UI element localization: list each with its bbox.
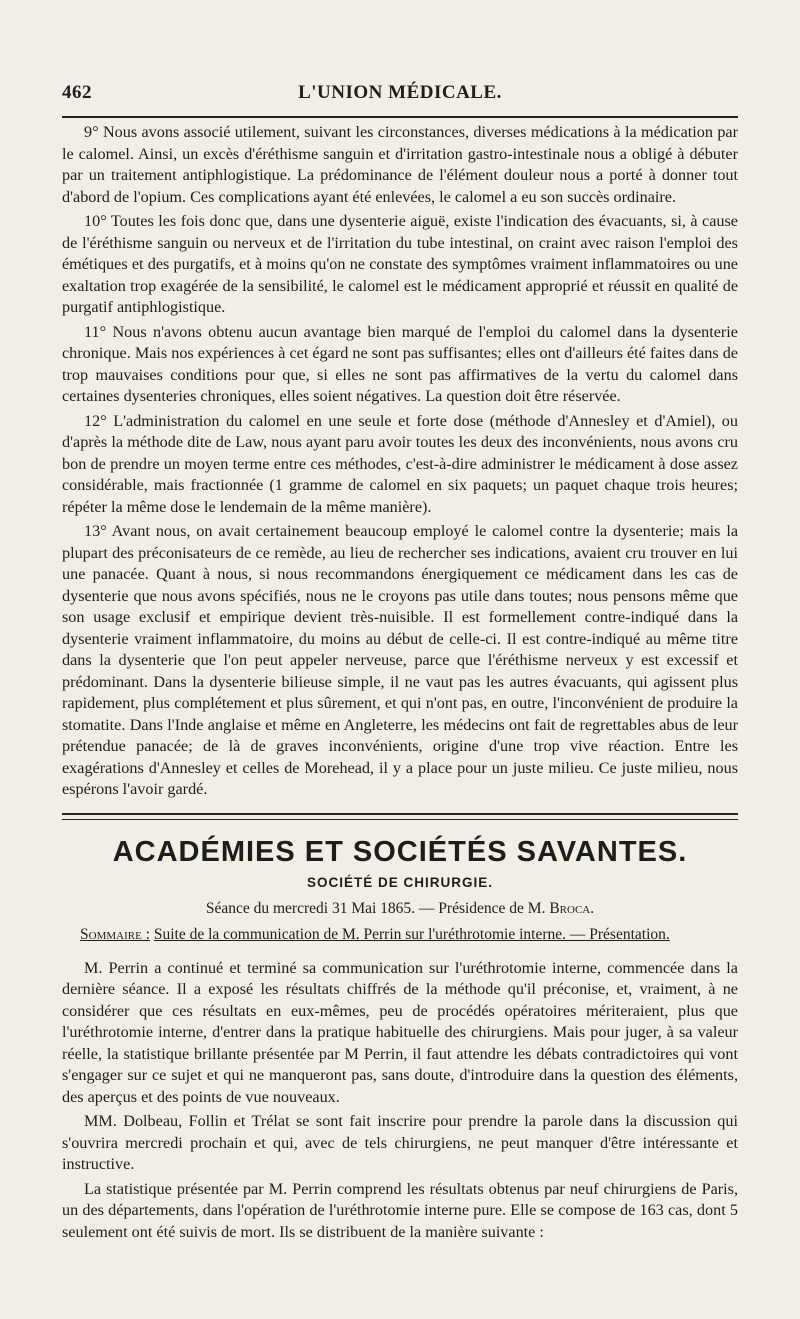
paragraph-13: 13° Avant nous, on avait certainement beaucoup employé le calomel contre la dysenterie; mais la plupart des préconisateurs de ce remède, au lieu de rechercher ses indications, avaient cru trouver en lui une panacée. Quant à nous, si nous recommandons énergiquement ce médicament dans les cas de dysenterie que nous avons spécifiés, nous ne le croyons pas utile dans toutes; nous pensons même que son usage exclusif et empirique devient très-nuisible. Il est formellement contre-indiqué dans la dysenterie vraiment inflammatoire, du moins au début de celle-ci. Il est contre-indiqué au même titre dans la dysenterie que l'on peut appeler nerveuse, parce que l'éréthisme nerveux y est excessif et prédominant. Dans la dysenterie bilieuse simple, il ne vaut pas les autres évacuants, qui agissent plus rapidement, plus complétement et plus sûrement, et qui n'ont pas, en outre, l'inconvénient de produire la stomatite. Dans l'Inde anglaise et même en Angleterre, les médecins ont fait de regrettables abus de leur prétendue panacée; de là de graves inconvénients, origine d'une trop vive réaction. Entre les exagérations d'Annesley et celles de Morehead, il y a place pour un juste milieu. Ce juste milieu, nous espérons l'avoir gardé. bbox=[62, 522, 738, 798]
paragraph-11: 11° Nous n'avons obtenu aucun avantage bien marqué de l'emploi du calomel dans la dysenterie chronique. Mais nos expériences à cet égard ne sont pas suffisantes; elles ont d'ailleurs été faites dans de trop mauvaises conditions pour que, si elles ne sont pas affirmatives de la vertu du calomel dans certaines dysenteries chroniques, elles soient négatives. La question doit être réservée. bbox=[62, 322, 738, 405]
paragraph-10: 10° Toutes les fois donc que, dans une dysenterie aiguë, existe l'indication des évacuants, si, à cause de l'éréthisme sanguin ou nerveux et de l'irritation du tube intestinal, on craint avec raison l'emploi des émétiques et des purgatifs, et à moins qu'on ne constate des symptômes vraiment inflammatoires ou une exaltation trop exagérée de la sensibilité, le calomel est le médicament approprié et réussit en qualité de purgatif antiphlogistique. bbox=[62, 212, 738, 316]
society-title: SOCIÉTÉ DE CHIRURGIE. bbox=[306, 874, 494, 890]
summary-label: Sommaire : bbox=[80, 925, 150, 943]
section-rule-top bbox=[62, 813, 738, 815]
paragraph-12: 12° L'administration du calomel en une seule et forte dose (méthode d'Annesley et d'Amiel), ou d'après la méthode dite de Law, nous ayant paru avoir toutes les deux des inconvénients, nous avons cru bon de prendre un moyen terme entre ces méthodes, c'est-à-dire administrer le médicament à dose assez considérable, mais fractionnée (1 gramme de calomel en six paquets; un paquet chaque trois heures; répéter la même dose le lendemain de la même manière). bbox=[62, 411, 738, 516]
page-number: 462 bbox=[62, 82, 92, 103]
section-paragraph-2: MM. Dolbeau, Follin et Trélat se sont fait inscrire pour prendre la parole dans la discussion qui s'ouvrira mercredi prochain et qui, avec de tels chirurgiens, ne peut manquer d'être intéressante et instructive. bbox=[62, 1112, 738, 1173]
section-rule-bottom bbox=[62, 819, 738, 820]
section-paragraph-1: M. Perrin a continué et terminé sa communication sur l'uréthrotomie interne, commencée dans la dernière séance. Il a exposé les résultats chiffrés de la méthode qu'il préconise, et, vraiment, à ne considérer que ces résultats en eux-mêmes, peu de procédés opératoires mériteraient, plus que l'uréthrotomie interne, d'entrer dans la pratique habituelle des chirurgiens. Mais pour juger, à sa valeur réelle, la statistique brillante présentée par M Perrin, il faut attendre les débats contradictoires qui vont s'engager sur ce sujet et qui ne manqueront pas, sans doute, d'introduire dans la question des éléments, des aperçus et des points de vue nouveaux. bbox=[62, 958, 738, 1106]
summary-text: Suite de la communication de M. Perrin sur l'uréthrotomie interne. — Présentation. bbox=[153, 925, 670, 943]
section-paragraph-3: La statistique présentée par M. Perrin comprend les résultats obtenus par neuf chirurgiens de Paris, un des départements, dans l'opération de l'uréthrotomie interne pure. Elle se compose de 163 cas, dont 5 seulement ont été suivis de mort. Ils se distribuent de la manière suivante : bbox=[62, 1179, 738, 1241]
section-title: ACADÉMIES ET SOCIÉTÉS SAVANTES. bbox=[112, 835, 688, 868]
session-prefix: Séance du mercredi 31 Mai 1865. — Présidence de M. bbox=[205, 899, 546, 917]
section-body bbox=[62, 958, 738, 1244]
header-rule bbox=[62, 116, 738, 118]
session-line bbox=[62, 900, 738, 918]
session-president: Broca. bbox=[549, 899, 595, 917]
journal-title: L'UNION MÉDICALE. bbox=[298, 82, 502, 103]
paragraph-9: 9° Nous avons associé utilement, suivant les circonstances, diverses médications à la médication par le calomel. Ainsi, un excès d'éréthisme sanguin et d'irritation gastro-intestinale nous a obligé à débuter par un traitement antiphlogistique. La prédominance de l'élément douleur nous a porté à donner tout d'abord de l'opium. Ces complications ayant été enlevées, le calomel a eu son succès ordinaire. bbox=[62, 123, 738, 206]
summary-line bbox=[62, 926, 738, 944]
article-body bbox=[62, 122, 738, 801]
running-head bbox=[62, 70, 738, 110]
